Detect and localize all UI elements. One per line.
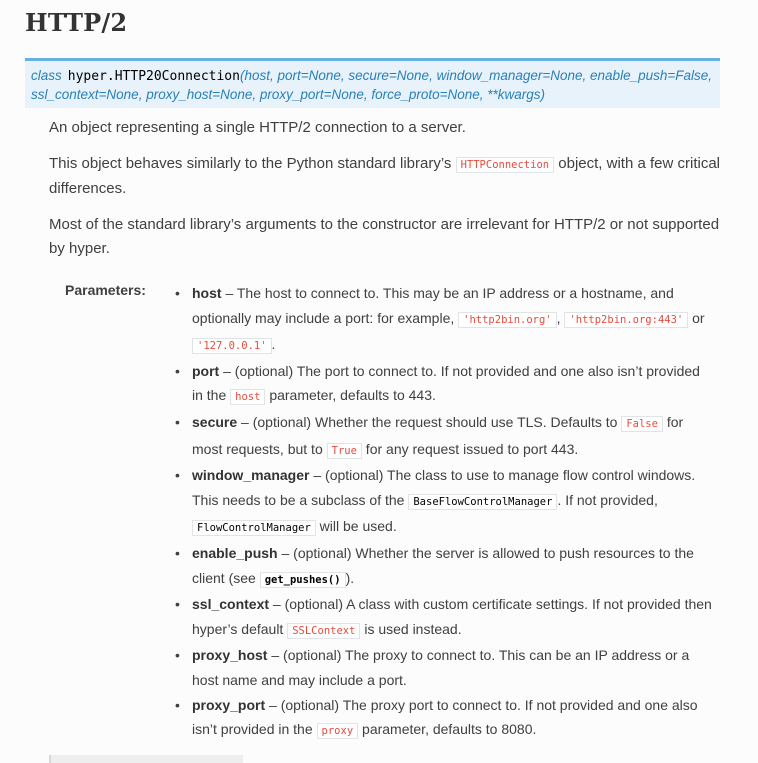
next-section-block [49,755,243,763]
param-proxy-host [172,643,712,692]
code-httpconnection: HTTPConnection [456,157,555,173]
param-desc: or [688,309,705,326]
bullet: • [175,696,180,713]
code-literal: host [230,389,265,405]
class-keyword: class [31,68,62,83]
param-desc: – (optional) The port to connect to. If not provided and one also isn’t provided in the [192,362,700,404]
param-enable-push [172,541,712,592]
param-name: ssl_context [192,596,270,613]
parameters-label: Parameters: [65,282,146,298]
param-name: proxy_host [192,647,268,664]
param-desc: for most requests, but to [192,413,684,457]
class-signature [25,58,720,108]
param-host [172,281,712,359]
param-desc: , [556,309,565,326]
param-desc: ). [345,569,355,586]
code-literal: False [621,416,663,432]
param-desc: parameter, defaults to 8080. [358,721,537,738]
param-secure [172,410,712,463]
description-p2 [49,152,729,201]
p2-text-after: object, with a few critical differences. [49,155,721,197]
param-name: secure [192,413,238,430]
code-literal: 'http2bin.org:443' [564,312,688,328]
param-name: host [192,285,222,301]
bullet: • [175,596,180,613]
p2-text-before: This object behaves similarly to the Python standard library’s [49,155,456,172]
param-window-manager [172,463,712,541]
code-literal: True [327,443,362,459]
param-desc: for any request issued to port 443. [361,440,579,457]
param-desc: – (optional) A class with custom certificate settings. If not provided then hyper’s default [192,596,712,637]
bullet: • [175,285,180,301]
description-p3: Most of the standard library’s arguments to the constructor are irrelevant for HTTP/2 or not supported by hyper. [49,216,720,257]
code-literal: '127.0.0.1' [192,338,272,354]
class-name: hyper.HTTP20Connection [67,69,240,84]
param-desc: is used instead. [360,620,462,637]
param-desc: – The host to connect to. This may be an IP address or a hostname, and optionally may include a port: for example, [192,285,674,326]
bullet: • [175,544,180,561]
param-desc: will be used. [315,518,397,535]
param-desc: . If not provided, [557,491,658,508]
param-name: proxy_port [192,696,266,713]
param-desc: – (optional) Whether the server is allowed to push resources to the client (see [192,544,694,586]
param-port [172,359,712,410]
bullet: • [175,362,180,379]
param-ssl-context [172,592,712,643]
param-desc: – (optional) The proxy to connect to. This can be an IP address or a host name and may include a port. [192,647,690,688]
xref-flow-control-manager[interactable]: FlowControlManager [192,520,316,536]
param-desc: – (optional) The proxy port to connect to. If not provided and one also isn’t provided in the [192,696,698,738]
page-title: HTTP/2 [25,8,128,37]
code-literal: 'http2bin.org' [458,312,557,328]
param-desc: – (optional) Whether the request should use TLS. Defaults to [237,413,622,430]
code-literal: SSLContext [287,623,360,639]
xref-base-flow-control-manager[interactable]: BaseFlowControlManager [408,494,557,510]
param-desc: . [271,336,276,353]
param-proxy-port [172,693,712,744]
signature-params-line1: (host, port=None, secure=None, window_manager=None, enable_push=False, [239,68,713,83]
code-literal: proxy [317,723,359,739]
signature-params-line2: ssl_context=None, proxy_host=None, proxy_port=None, force_proto=None, **kwargs) [31,87,546,102]
bullet: • [175,413,180,430]
xref-get-pushes-link[interactable]: get_pushes() [260,572,346,588]
param-name: port [192,362,220,379]
param-desc: – (optional) The class to use to manage flow control windows. This needs to be a subclass of the [192,467,696,508]
bullet: • [175,647,180,664]
bullet: • [175,467,180,484]
param-desc: parameter, defaults to 443. [265,387,436,404]
param-name: enable_push [192,544,278,561]
param-name: window_manager [192,467,310,484]
description-p1: An object representing a single HTTP/2 connection to a server. [49,119,466,136]
parameters-list [172,281,712,744]
